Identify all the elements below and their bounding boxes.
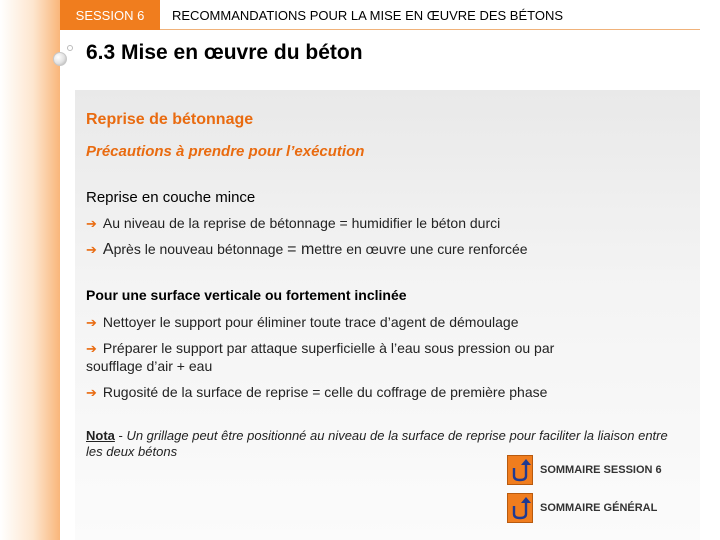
return-arrow-icon[interactable]: [507, 493, 533, 523]
list-item: ➔ Nettoyer le support pour éliminer toute trace d’agent de démoulage: [86, 314, 519, 330]
arrow-right-icon: ➔: [86, 385, 97, 400]
list-item: ➔ Rugosité de la surface de reprise = celle du coffrage de première phase: [86, 384, 548, 400]
group-heading-vertical-surface: Pour une surface verticale ou fortement inclinée: [86, 287, 407, 303]
link-label[interactable]: SOMMAIRE GÉNÉRAL: [540, 502, 658, 514]
header-divider: [160, 29, 700, 30]
nota-separator: -: [114, 428, 127, 443]
return-arrow-icon[interactable]: [507, 455, 533, 485]
arrow-right-icon: ➔: [86, 341, 97, 356]
list-item-continuation: soufflage d’air + eau: [86, 358, 213, 374]
section-title: Reprise de bétonnage: [86, 111, 254, 128]
session-label: SESSION 6: [75, 8, 145, 23]
header-title: RECOMMANDATIONS POUR LA MISE EN ŒUVRE DES BÉTONS: [172, 8, 564, 23]
arrow-right-icon: ➔: [86, 315, 97, 330]
link-sommaire-session[interactable]: [507, 455, 697, 487]
page-title: 6.3 Mise en œuvre du béton: [86, 41, 363, 64]
nota-text: Un grillage peut être positionné au niveau de la surface de reprise pour faciliter la liaison entre les deux bétons: [86, 428, 668, 459]
small-bullet-icon: [67, 45, 73, 51]
left-gradient-bar: [0, 0, 60, 540]
link-label[interactable]: SOMMAIRE SESSION 6: [540, 464, 662, 476]
session-tab: [60, 0, 160, 30]
list-item: ➔ Préparer le support par attaque superficielle à l’eau sous pression ou par: [86, 340, 555, 356]
list-item: ➔ Au niveau de la reprise de bétonnage = humidifier le béton durci: [86, 215, 501, 231]
nota-label: Nota: [86, 428, 115, 443]
subtitle: Précautions à prendre pour l’exécution: [86, 143, 365, 160]
link-sommaire-general[interactable]: [507, 493, 697, 525]
arrow-right-icon: ➔: [86, 242, 97, 257]
group-heading-thin-layer: Reprise en couche mince: [86, 189, 256, 206]
sphere-bullet-icon: [53, 52, 67, 66]
arrow-right-icon: ➔: [86, 216, 97, 231]
list-item: ➔ Après le nouveau bétonnage = mettre en œuvre une cure renforcée: [86, 241, 528, 258]
